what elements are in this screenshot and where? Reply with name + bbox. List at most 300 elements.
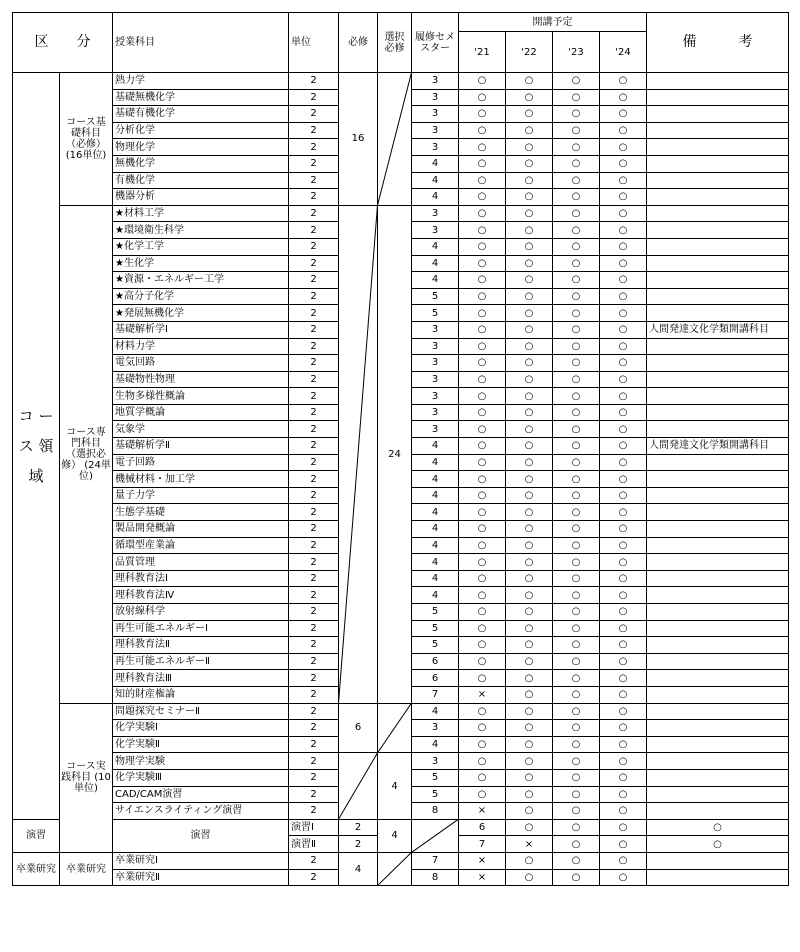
subject-semester: 5	[412, 288, 459, 305]
subject-credits: 2	[289, 521, 339, 538]
schedule-mark: ○	[506, 205, 553, 222]
schedule-mark: ○	[506, 73, 553, 90]
subject-name: ★化学工学	[113, 238, 289, 255]
schedule-mark: ○	[553, 89, 600, 106]
schedule-mark: ○	[553, 155, 600, 172]
subject-name: ★資源・エネルギー工学	[113, 272, 289, 289]
subject-credits: 2	[289, 587, 339, 604]
subject-note	[647, 487, 789, 504]
subject-semester: 4	[412, 521, 459, 538]
schedule-mark: ○	[459, 537, 506, 554]
schedule-mark: ○	[459, 155, 506, 172]
schedule-mark: ○	[506, 438, 553, 455]
schedule-mark: ○	[600, 786, 647, 803]
schedule-mark: ○	[600, 305, 647, 322]
schedule-mark: ○	[459, 753, 506, 770]
schedule-mark: ○	[506, 703, 553, 720]
schedule-mark: ○	[506, 471, 553, 488]
subject-semester: 3	[412, 222, 459, 239]
subject-note	[647, 736, 789, 753]
subject-note	[647, 521, 789, 538]
subject-semester: 3	[412, 89, 459, 106]
schedule-mark: ○	[553, 686, 600, 703]
subject-note	[647, 238, 789, 255]
schedule-mark: ○	[647, 836, 789, 853]
schedule-mark: ○	[506, 554, 553, 571]
subject-note	[647, 122, 789, 139]
subject-note	[647, 686, 789, 703]
subject-name: 演習Ⅱ	[289, 836, 339, 853]
schedule-mark: ○	[553, 836, 600, 853]
schedule-mark: ○	[553, 786, 600, 803]
subject-semester: 4	[412, 554, 459, 571]
subject-name: 地質学概論	[113, 404, 289, 421]
subject-name: 基礎物性物理	[113, 371, 289, 388]
schedule-mark: ○	[459, 89, 506, 106]
schedule-mark: ×	[459, 852, 506, 869]
subject-credits: 2	[289, 355, 339, 372]
header-year-23: '23	[553, 32, 600, 73]
schedule-mark: ○	[459, 504, 506, 521]
subject-credits: 2	[289, 703, 339, 720]
schedule-mark: ○	[459, 189, 506, 206]
subject-semester: 8	[412, 803, 459, 820]
subject-credits: 2	[289, 305, 339, 322]
schedule-mark: ○	[506, 139, 553, 156]
subject-semester: 4	[412, 537, 459, 554]
subject-credits: 2	[289, 122, 339, 139]
subject-name: 生物多様性概論	[113, 388, 289, 405]
subject-name: 卒業研究Ⅰ	[113, 852, 289, 869]
schedule-mark: ○	[506, 686, 553, 703]
schedule-mark: ○	[459, 521, 506, 538]
subject-semester: 4	[412, 155, 459, 172]
schedule-mark: ○	[459, 438, 506, 455]
subject-name: 物理化学	[113, 139, 289, 156]
subject-name: 卒業研究Ⅱ	[113, 869, 289, 886]
schedule-mark: ○	[553, 222, 600, 239]
schedule-mark: ○	[459, 620, 506, 637]
subject-semester: 3	[412, 720, 459, 737]
schedule-mark: ○	[600, 819, 647, 836]
subject-semester: 4	[412, 471, 459, 488]
schedule-mark: ○	[553, 819, 600, 836]
schedule-mark: ○	[506, 604, 553, 621]
schedule-mark: ○	[600, 769, 647, 786]
subject-note	[647, 703, 789, 720]
schedule-mark: ○	[600, 869, 647, 886]
subject-semester: 3	[412, 421, 459, 438]
subject-semester: 4	[412, 454, 459, 471]
schedule-mark: ○	[459, 454, 506, 471]
subject-semester: 3	[412, 106, 459, 123]
schedule-mark: ○	[553, 139, 600, 156]
subject-credits: 2	[289, 222, 339, 239]
schedule-mark: ○	[459, 172, 506, 189]
subject-note	[647, 404, 789, 421]
subject-semester: 5	[412, 620, 459, 637]
schedule-mark: ○	[553, 653, 600, 670]
subject-note	[647, 338, 789, 355]
subject-note	[647, 604, 789, 621]
subject-name: 製品開発概論	[113, 521, 289, 538]
schedule-mark: ○	[600, 89, 647, 106]
schedule-mark: ○	[553, 869, 600, 886]
subject-credits: 2	[289, 205, 339, 222]
subject-name: 量子力学	[113, 487, 289, 504]
subject-semester: 5	[412, 769, 459, 786]
schedule-mark: ○	[506, 371, 553, 388]
schedule-mark: ○	[600, 238, 647, 255]
subject-name: 品質管理	[113, 554, 289, 571]
header-year-24: '24	[600, 32, 647, 73]
schedule-mark: ○	[600, 172, 647, 189]
subject-note	[647, 554, 789, 571]
schedule-mark: ○	[600, 73, 647, 90]
subject-note	[647, 305, 789, 322]
table-row	[13, 753, 789, 770]
seminar-elective-empty	[412, 819, 459, 852]
table-row	[13, 852, 789, 869]
schedule-mark: ○	[600, 537, 647, 554]
schedule-mark: ○	[459, 587, 506, 604]
subject-semester: 6	[459, 819, 506, 836]
schedule-mark: ○	[459, 471, 506, 488]
schedule-mark: ○	[506, 388, 553, 405]
subject-name: 化学実験Ⅲ	[113, 769, 289, 786]
schedule-mark: ○	[600, 388, 647, 405]
subject-credits: 2	[289, 73, 339, 90]
subject-credits: 2	[289, 720, 339, 737]
subject-note	[647, 106, 789, 123]
schedule-mark: ○	[459, 404, 506, 421]
subject-credits: 2	[289, 421, 339, 438]
schedule-mark: ○	[506, 736, 553, 753]
subject-name: 化学実験Ⅱ	[113, 736, 289, 753]
schedule-mark: ○	[459, 421, 506, 438]
subject-note	[647, 803, 789, 820]
subject-note	[647, 155, 789, 172]
schedule-mark: ○	[553, 670, 600, 687]
practice-required-empty	[339, 753, 378, 819]
schedule-mark: ○	[459, 222, 506, 239]
schedule-mark: ○	[506, 769, 553, 786]
subject-semester: 5	[412, 637, 459, 654]
schedule-mark: ○	[459, 670, 506, 687]
schedule-mark: ○	[506, 753, 553, 770]
subject-note	[647, 869, 789, 886]
schedule-mark: ○	[459, 570, 506, 587]
schedule-mark: ○	[459, 703, 506, 720]
schedule-mark: ○	[506, 89, 553, 106]
subject-note	[647, 769, 789, 786]
schedule-mark: ○	[600, 371, 647, 388]
subject-note	[647, 222, 789, 239]
schedule-mark: ×	[459, 869, 506, 886]
subject-name: 知的財産権論	[113, 686, 289, 703]
subject-name: 有機化学	[113, 172, 289, 189]
schedule-mark: ○	[506, 355, 553, 372]
subject-note	[647, 355, 789, 372]
curriculum-table	[12, 12, 789, 886]
schedule-mark: ○	[553, 637, 600, 654]
schedule-mark: ○	[506, 305, 553, 322]
subject-semester: 3	[412, 753, 459, 770]
specialty-required-empty	[339, 205, 378, 703]
header-schedule: 開講予定	[459, 13, 647, 32]
schedule-mark: ○	[506, 504, 553, 521]
subject-note	[647, 637, 789, 654]
subject-credits: 2	[289, 869, 339, 886]
subject-name: 化学実験Ⅰ	[113, 720, 289, 737]
schedule-mark: ○	[600, 355, 647, 372]
subject-note	[647, 537, 789, 554]
schedule-mark: ○	[459, 122, 506, 139]
subject-semester: 4	[412, 272, 459, 289]
schedule-mark: ○	[506, 122, 553, 139]
subject-note	[647, 587, 789, 604]
schedule-mark: ○	[459, 305, 506, 322]
schedule-mark: ○	[459, 73, 506, 90]
subject-name: 放射線科学	[113, 604, 289, 621]
subject-credits: 2	[289, 189, 339, 206]
subject-name: 基礎有機化学	[113, 106, 289, 123]
subject-credits: 2	[289, 238, 339, 255]
schedule-mark: ○	[600, 504, 647, 521]
subject-note	[647, 189, 789, 206]
schedule-mark: ○	[459, 554, 506, 571]
subject-note	[647, 73, 789, 90]
subject-semester: 7	[459, 836, 506, 853]
subject-name: 気象学	[113, 421, 289, 438]
schedule-mark: ×	[459, 803, 506, 820]
schedule-mark: ○	[506, 786, 553, 803]
schedule-mark: ○	[459, 272, 506, 289]
subject-semester: 4	[412, 438, 459, 455]
subject-name: 再生可能エネルギーⅡ	[113, 653, 289, 670]
subject-semester: 5	[412, 604, 459, 621]
schedule-mark: ○	[600, 670, 647, 687]
schedule-mark: ○	[459, 720, 506, 737]
basic-required-total: 16	[339, 73, 378, 206]
schedule-mark: ○	[506, 172, 553, 189]
subject-name: 理科教育法Ⅰ	[113, 570, 289, 587]
schedule-mark: ○	[506, 819, 553, 836]
header-remarks: 備 考	[647, 13, 789, 73]
schedule-mark: ○	[553, 305, 600, 322]
schedule-mark: ○	[600, 122, 647, 139]
schedule-mark: ○	[553, 720, 600, 737]
subject-credits: 2	[289, 753, 339, 770]
schedule-mark: ×	[506, 836, 553, 853]
subject-credits: 2	[339, 819, 378, 836]
schedule-mark: ○	[506, 189, 553, 206]
subject-semester: 4	[412, 255, 459, 272]
subject-name: 基礎解析学Ⅱ	[113, 438, 289, 455]
seminar-label: 演習	[113, 819, 289, 852]
subject-semester: 3	[412, 122, 459, 139]
subject-note	[647, 504, 789, 521]
subject-note	[647, 852, 789, 869]
schedule-mark: ×	[459, 686, 506, 703]
schedule-mark: ○	[459, 255, 506, 272]
schedule-mark: ○	[506, 487, 553, 504]
schedule-mark: ○	[506, 852, 553, 869]
subject-name: 理科教育法Ⅲ	[113, 670, 289, 687]
schedule-mark: ○	[506, 570, 553, 587]
subject-semester: 4	[412, 487, 459, 504]
subject-note	[647, 371, 789, 388]
schedule-mark: ○	[600, 255, 647, 272]
subject-name: 演習Ⅰ	[289, 819, 339, 836]
thesis-area-label: 卒業研究	[13, 852, 60, 885]
subject-note: 人間発達文化学類開講科目	[647, 321, 789, 338]
schedule-mark: ○	[553, 272, 600, 289]
subject-note	[647, 620, 789, 637]
subject-credits: 2	[289, 803, 339, 820]
subject-semester: 4	[412, 570, 459, 587]
schedule-mark: ○	[553, 288, 600, 305]
subject-note	[647, 653, 789, 670]
schedule-mark: ○	[600, 554, 647, 571]
subject-semester: 7	[412, 686, 459, 703]
subject-name: 再生可能エネルギーⅠ	[113, 620, 289, 637]
subject-semester: 3	[412, 321, 459, 338]
subject-credits: 2	[339, 836, 378, 853]
subject-name: 機器分析	[113, 189, 289, 206]
schedule-mark: ○	[553, 537, 600, 554]
subject-credits: 2	[289, 769, 339, 786]
subject-credits: 2	[289, 288, 339, 305]
schedule-mark: ○	[553, 620, 600, 637]
table-row	[13, 819, 789, 836]
schedule-mark: ○	[553, 454, 600, 471]
schedule-mark: ○	[553, 703, 600, 720]
schedule-mark: ○	[600, 438, 647, 455]
schedule-mark: ○	[506, 803, 553, 820]
schedule-mark: ○	[553, 238, 600, 255]
schedule-mark: ○	[459, 355, 506, 372]
subject-credits: 2	[289, 504, 339, 521]
subject-name: 分析化学	[113, 122, 289, 139]
subject-credits: 2	[289, 255, 339, 272]
schedule-mark: ○	[600, 686, 647, 703]
schedule-mark: ○	[459, 371, 506, 388]
subject-credits: 2	[289, 604, 339, 621]
schedule-mark: ○	[553, 371, 600, 388]
subject-credits: 2	[289, 570, 339, 587]
schedule-mark: ○	[506, 255, 553, 272]
schedule-mark: ○	[506, 155, 553, 172]
schedule-mark: ○	[600, 205, 647, 222]
thesis-required-total: 4	[339, 852, 378, 885]
schedule-mark: ○	[506, 670, 553, 687]
subject-note	[647, 471, 789, 488]
subject-semester: 5	[412, 786, 459, 803]
subject-note	[647, 570, 789, 587]
schedule-mark: ○	[506, 321, 553, 338]
header-credits: 単位	[289, 13, 339, 73]
subject-name: ★発展無機化学	[113, 305, 289, 322]
schedule-mark: ○	[600, 753, 647, 770]
subject-note	[647, 421, 789, 438]
subject-credits: 2	[289, 172, 339, 189]
schedule-mark: ○	[459, 653, 506, 670]
schedule-mark: ○	[600, 471, 647, 488]
schedule-mark: ○	[553, 255, 600, 272]
header-year-21: '21	[459, 32, 506, 73]
subject-semester: 3	[412, 338, 459, 355]
subject-credits: 2	[289, 487, 339, 504]
subject-note	[647, 753, 789, 770]
subject-credits: 2	[289, 139, 339, 156]
schedule-mark: ○	[600, 222, 647, 239]
schedule-mark: ○	[600, 736, 647, 753]
course-area-label: コ ー ス 領 域	[13, 73, 60, 820]
subject-name: 機械材料・加工学	[113, 471, 289, 488]
practice-elective-empty	[378, 703, 412, 753]
header-row-1	[13, 13, 789, 32]
subject-semester: 4	[412, 587, 459, 604]
schedule-mark: ○	[553, 587, 600, 604]
schedule-mark: ○	[553, 338, 600, 355]
subject-semester: 6	[412, 670, 459, 687]
schedule-mark: ○	[553, 471, 600, 488]
basic-label: コース基 礎科目 （必修） (16単位)	[60, 73, 113, 206]
subject-name: 熱力学	[113, 73, 289, 90]
schedule-mark: ○	[600, 404, 647, 421]
header-category: 区 分	[13, 13, 113, 73]
subject-credits: 2	[289, 736, 339, 753]
subject-semester: 4	[412, 189, 459, 206]
schedule-mark: ○	[553, 404, 600, 421]
schedule-mark: ○	[600, 720, 647, 737]
schedule-mark: ○	[459, 205, 506, 222]
schedule-mark: ○	[506, 720, 553, 737]
subject-name: 無機化学	[113, 155, 289, 172]
schedule-mark: ○	[553, 355, 600, 372]
subject-semester: 4	[412, 736, 459, 753]
subject-name: ★高分子化学	[113, 288, 289, 305]
subject-note	[647, 720, 789, 737]
schedule-mark: ○	[459, 106, 506, 123]
schedule-mark: ○	[459, 288, 506, 305]
subject-note	[647, 388, 789, 405]
basic-elective-empty	[378, 73, 412, 206]
subject-semester: 3	[412, 404, 459, 421]
schedule-mark: ○	[459, 604, 506, 621]
table-row	[13, 703, 789, 720]
subject-name: 物理学実験	[113, 753, 289, 770]
schedule-mark: ○	[600, 288, 647, 305]
schedule-mark: ○	[459, 238, 506, 255]
schedule-mark: ○	[506, 537, 553, 554]
schedule-mark: ○	[459, 139, 506, 156]
curriculum-table-wrapper	[12, 12, 788, 941]
schedule-mark: ○	[600, 321, 647, 338]
practice-required-total: 6	[339, 703, 378, 753]
subject-note	[647, 786, 789, 803]
subject-note	[647, 139, 789, 156]
schedule-mark: ○	[553, 736, 600, 753]
subject-note: 人間発達文化学類開講科目	[647, 438, 789, 455]
subject-credits: 2	[289, 786, 339, 803]
schedule-mark: ○	[506, 338, 553, 355]
schedule-mark: ○	[506, 288, 553, 305]
schedule-mark: ○	[600, 139, 647, 156]
subject-note	[647, 205, 789, 222]
subject-credits: 2	[289, 653, 339, 670]
